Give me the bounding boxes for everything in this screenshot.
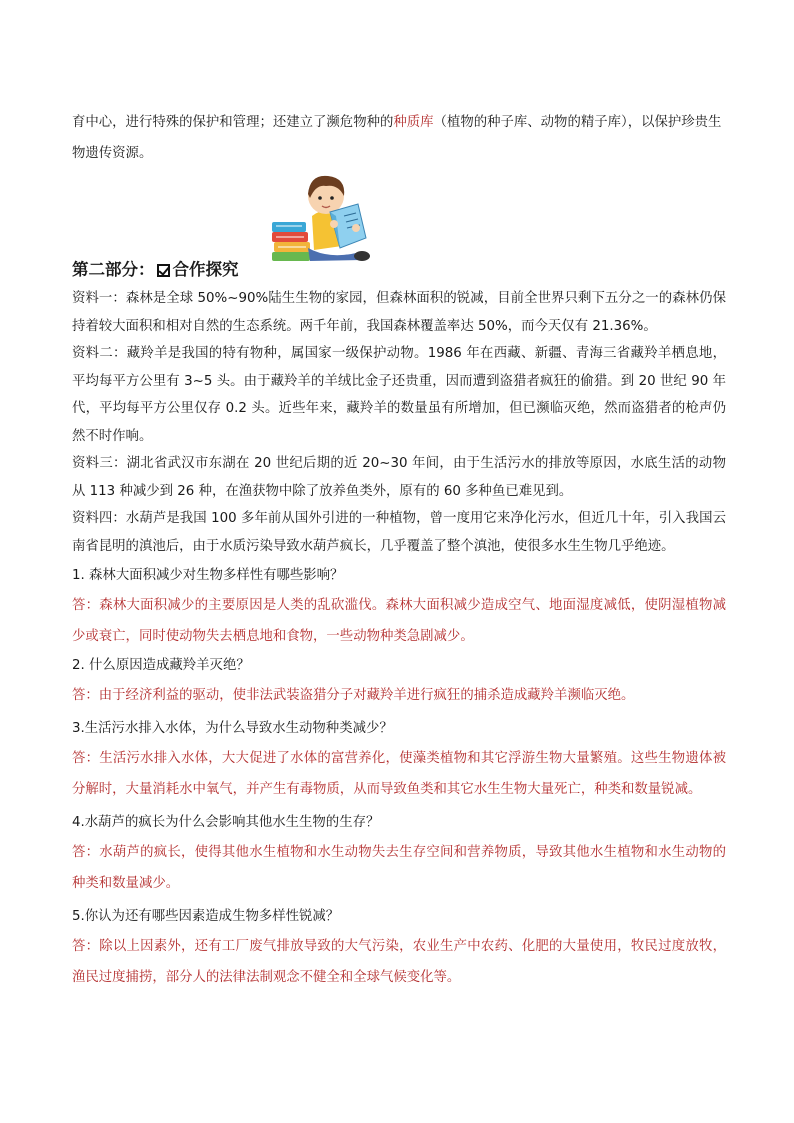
section-label: 第二部分： <box>72 260 155 279</box>
boy-reading-icon <box>270 168 376 262</box>
section-title: 合作探究 <box>172 260 239 279</box>
intro-highlight: 种质库 <box>393 115 434 131</box>
answer-4: 答：水葫芦的疯长，使得其他水生植物和水生动物失去生存空间和营养物质，导致其他水生植物和水生动物的种类和数量减少。 <box>72 845 726 891</box>
material-4: 资料四：水葫芦是我国 100 多年前从国外引进的一种植物，曾一度用它来净化污水，但近几十年，引入我国云南省昆明的滇池后，由于水质污染导致水葫芦疯长，几乎覆盖了整个滇池，使很多水生生物几乎绝迹。 <box>72 511 726 554</box>
intro-paragraph <box>72 107 726 169</box>
intro-text-2: （植物的种子库、动物的精子库），以保护珍贵生物遗传资源。 <box>72 115 722 162</box>
intro-text-1: 育中心，进行特殊的保护和管理；还建立了濒危物种的 <box>72 115 394 131</box>
question-1: 1. 森林大面积减少对生物多样性有哪些影响？ <box>72 568 344 583</box>
question-3: 3.生活污水排入水体，为什么导致水生动物种类减少？ <box>72 721 393 736</box>
question-5: 5.你认为还有哪些因素造成生物多样性锐减？ <box>72 909 340 924</box>
answer-1: 答：森林大面积减少的主要原因是人类的乱砍滥伐。森林大面积减少造成空气、地面湿度减低，使阴湿植物减少或衰亡，同时使动物失去栖息地和食物，一些动物种类急剧减少。 <box>72 598 726 644</box>
section-body <box>72 285 726 993</box>
material-3: 资料三：湖北省武汉市东湖在 20 世纪后期的近 20~30 年间，由于生活污水的排放等原因，水底生活的动物从 113 种减少到 26 种，在渔获物中除了放养鱼类外，原有的 60 多种鱼已难见到。 <box>72 456 726 499</box>
section-heading <box>72 256 239 280</box>
material-1: 资料一：森林是全球 50%~90%陆生生物的家园，但森林面积的锐减，目前全世界只剩下五分之一的森林仍保持着较大面积和相对自然的生态系统。两千年前，我国森林覆盖率达 50%，而今天仅有 21.36%。 <box>72 291 726 334</box>
checkbox-check-icon <box>157 264 170 277</box>
answer-2: 答：由于经济利益的驱动，使非法武装盗猎分子对藏羚羊进行疯狂的捕杀造成藏羚羊濒临灭绝。 <box>72 688 635 703</box>
answer-5: 答：除以上因素外，还有工厂废气排放导致的大气污染，农业生产中农药、化肥的大量使用，牧民过度放牧，渔民过度捕捞，部分人的法律法制观念不健全和全球气候变化等。 <box>72 939 726 985</box>
material-2: 资料二：藏羚羊是我国的特有物种，属国家一级保护动物。1986 年在西藏、新疆、青海三省藏羚羊栖息地，平均每平方公里有 3~5 头。由于藏羚羊的羊绒比金子还贵重，因而遭到盗猎者疯狂的偷猎。到 20 世纪 90 年代，平均每平方公里仅存 0.2 头。近些年来，藏羚羊的数量虽有所增加，但已濒临灭绝，然而盗猎者的枪声仍然不时作响。 <box>72 346 726 444</box>
answer-3: 答：生活污水排入水体，大大促进了水体的富营养化，使藻类植物和其它浮游生物大量繁殖。这些生物遗体被分解时，大量消耗水中氧气，并产生有毒物质，从而导致鱼类和其它水生生物大量死亡，种类和数量锐减。 <box>72 751 726 797</box>
question-2: 2. 什么原因造成藏羚羊灭绝？ <box>72 658 250 673</box>
question-4: 4.水葫芦的疯长为什么会影响其他水生生物的生存？ <box>72 815 380 830</box>
